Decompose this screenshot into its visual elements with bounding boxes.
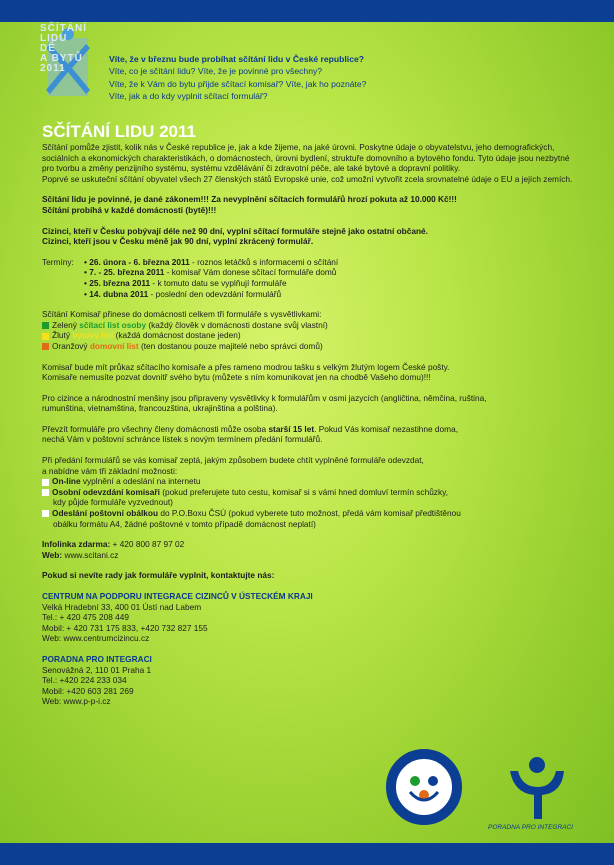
orange-square-icon xyxy=(42,343,49,350)
top-band xyxy=(0,0,614,22)
explanations-info: rumunština, vietnamština, francouzština, ukrajinština a polština). xyxy=(42,403,278,414)
logo-line: DĚ xyxy=(40,43,56,54)
forms-intro: Sčítání Komisař přinese do domácnosti celkem tři formuláře s vysvětlivkami: xyxy=(42,309,322,320)
foreigners-short-stay: Cizinci, kteří jsou v Česku méně jak 90 dní, vyplní zkrácený formulář. xyxy=(42,236,314,247)
form-yellow: Žlutý bytový list (každá domácnost dostane jeden) xyxy=(42,330,577,341)
deadline-item: • 26. února - 6. března 2011 - roznos letáčků s informacemi o sčítání xyxy=(84,257,338,268)
intro-paragraph: Sčítání pomůže zjistit, kolik nás v České republice je, jak a kde žijeme, na jaké úrovni. Poskytne údaje o obyvatelstvu, jeho demografických, sociálních a ekonomických charakteristikách, o domácnostech, úrovni bydlení, struktuře domovního a bytového fondu. Tyto údaje jsou nezbytné pro tvorbu a změny penzijního systému, systému vzdělávání či zdravotní péče, ale také bytové a dopravní politiky. xyxy=(42,142,570,174)
intro-question: Víte, jak a do kdy vyplnit sčítací formulář? xyxy=(109,90,268,101)
checkbox-icon xyxy=(42,479,49,486)
deadlines-label: Termíny: xyxy=(42,256,74,267)
centrum-web: Web: www.centrumcizincu.cz xyxy=(42,633,150,644)
census-logo xyxy=(40,24,100,104)
deadline-item: • 25. března 2011 - k tomuto datu se vyplňují formuláře xyxy=(84,278,338,289)
centrum-tel: Tel.: + 420 475 208 449 xyxy=(42,612,129,623)
poradna-icon xyxy=(492,753,582,823)
handover-info: Při předání formulářů se vás komisař zeptá, jakým způsobem budete chtít vyplněné formuláře odevzdat, xyxy=(42,455,424,466)
checkbox-icon xyxy=(42,489,49,496)
intro-question: Víte, že k Vám do bytu přijde sčítací komisař? Víte, jak ho poznáte? xyxy=(109,78,367,89)
census-web: Web: www.scitani.cz xyxy=(42,549,119,560)
logo-line: 2011 xyxy=(40,63,66,74)
help-heading: Pokud si nevíte rady jak formuláře vyplnit, kontaktujte nás: xyxy=(42,570,275,581)
green-square-icon xyxy=(42,322,49,329)
centrum-name: CENTRUM NA PODPORU INTEGRACE CIZINCŮ V ÚSTECKÉM KRAJI xyxy=(42,591,313,601)
yellow-square-icon xyxy=(42,333,49,340)
household-note: Sčítání probíhá v každé domácnosti (bytě)!!! xyxy=(42,204,217,215)
deadline-item: • 7. - 25. března 2011 - komisař Vám donese sčítací formuláře domů xyxy=(84,267,338,278)
deadlines-list xyxy=(42,257,577,299)
pickup-info: nechá Vám v poštovní schránce lístek s novým termínem předání formulářů. xyxy=(42,434,323,445)
foreigners-long-stay: Cizinci, kteří v Česku pobývají déle než 90 dní, vyplní sčítací formuláře stejně jako ostatní občané. xyxy=(42,225,428,236)
eu-paragraph: Poprvé se uskuteční sčítání obyvatel všech 27 členských států Evropské unie, což umožní vytvořit zcela srovnatelné údaje o EU a jejích zemích. xyxy=(42,173,573,184)
option-post: Odeslání poštovní obálkou do P.O.Boxu ČSÚ (pokud vyberete tuto možnost, předá vám komisař předtištěnou xyxy=(42,508,577,519)
intro-question: Víte, co je sčítání lidu? Víte, že je povinné pro všechny? xyxy=(109,66,323,77)
commissar-info: Komisař bude mít průkaz sčítacího komisaře a přes rameno modrou tašku s velkým žlutým logem České pošty. xyxy=(42,361,450,372)
logo-line: A BYTŮ xyxy=(40,53,83,64)
centrum-cizincu-logo xyxy=(385,748,463,826)
bottom-band xyxy=(0,843,614,865)
option-personal: Osobní odevzdání komisaři (pokud preferujete tuto cestu, komisař si s vámi hned domluví termín schůzky, xyxy=(42,487,577,498)
handover-info: a nabídne vám tři základní možnosti: xyxy=(42,465,178,476)
centrum-cizincu-icon xyxy=(385,748,463,826)
explanations-info: Pro cizince a národnostní menšiny jsou připraveny vysvětlivky k formulářům v osmi jazycích (angličtina, němčina, ruština, xyxy=(42,392,487,403)
intro-questions xyxy=(109,53,366,102)
infoline: Infolinka zdarma: + 420 800 87 97 02 xyxy=(42,539,185,550)
main-content xyxy=(42,122,577,707)
option-personal-cont: kdy půjde formuláře vyzvednout) xyxy=(53,497,173,508)
form-green: Zelený sčítací list osoby (každý člověk v domácnosti dostane svůj vlastní) xyxy=(42,320,577,331)
option-post-cont: obálku formátu A4, žádné poštovné v tomto případě domácnost neplatí) xyxy=(53,518,316,529)
page-title: SČÍTÁNÍ LIDU 2011 xyxy=(42,122,196,141)
pickup-info: Převzít formuláře pro všechny členy domácnosti může osoba starší 15 let. Pokud Vás komisař nezastihne doma, xyxy=(42,423,458,434)
poradna-logo xyxy=(492,753,582,833)
deadline-item: • 14. dubna 2011 - poslední den odevzdání formulářů xyxy=(84,289,338,300)
poradna-tel: Tel.: +420 224 233 034 xyxy=(42,675,127,686)
poradna-web: Web: www.p-p-i.cz xyxy=(42,696,111,707)
poradna-address: Senovážná 2, 110 01 Praha 1 xyxy=(42,664,152,675)
form-orange: Oranžový domovní list (ten dostanou pouze majitelé nebo správci domů) xyxy=(42,341,577,352)
centrum-address: Velká Hradební 33, 400 01 Ústí nad Labem xyxy=(42,601,202,612)
logo-line: LIDU xyxy=(40,33,68,44)
poradna-name: PORADNA PRO INTEGRACI xyxy=(42,653,152,664)
commissar-warning: Komisaře nemusíte pozvat dovnitř svého bytu (můžete s ním komunikovat jen na chodbě Vašeho domu)!!! xyxy=(42,372,431,383)
poradna-logo-text: PORADNA PRO INTEGRACI xyxy=(488,824,573,831)
logo-line: SČÍTÁNÍ xyxy=(40,23,87,34)
poradna-mobil: Mobil: +420 603 281 269 xyxy=(42,685,134,696)
centrum-mobil: Mobil: + 420 731 175 833, +420 732 827 155 xyxy=(42,622,208,633)
obligation-warning: Sčítání lidu je povinné, je dané zákonem!!! Za nevyplnění sčítacích formulářů hrozí pokuta až 10.000 Kč!!! xyxy=(42,194,457,205)
option-online: On-line vyplnění a odeslání na internetu xyxy=(42,476,577,487)
intro-question: Víte, že v březnu bude probíhat sčítání lidu v České republice? xyxy=(109,54,365,64)
checkbox-icon xyxy=(42,510,49,517)
